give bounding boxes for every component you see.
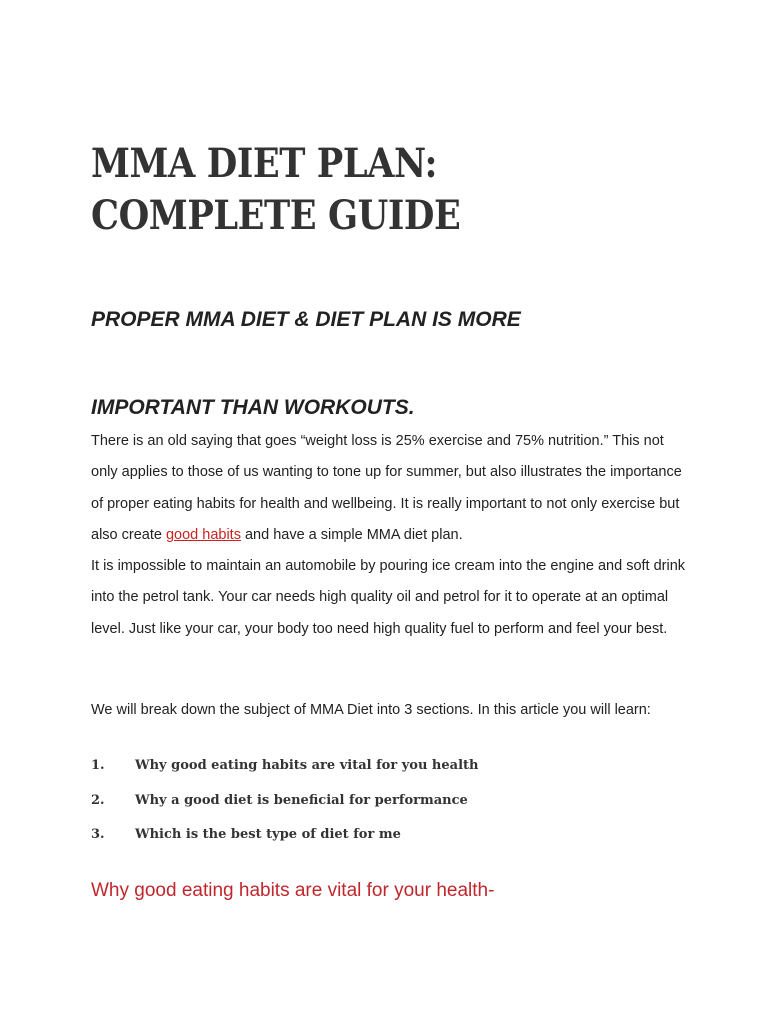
car-analogy-paragraph: It is impossible to maintain an automobile by pouring ice cream into the engine and soft drink into the petrol tank. Your car needs high quality oil and petrol for it to operate at an optimal level. Just like your car, your body too need high quality fuel to perform and feel your best. (91, 558, 686, 637)
toc-item-number: 1. (91, 758, 105, 773)
subheading-line-1: PROPER MMA DIET & DIET PLAN IS MORE (91, 308, 521, 331)
toc-item-number: 2. (91, 792, 105, 808)
toc-item (91, 824, 478, 859)
toc-item-text: Which is the best type of diet for me (135, 827, 401, 842)
toc-item-text: Why good eating habits are vital for you health (135, 758, 479, 773)
title-line-2: COMPLETE GUIDE (91, 192, 461, 239)
section-heading: Why good eating habits are vital for your health- (91, 880, 495, 901)
intro-text-after-link: and have a simple MMA diet plan. (240, 526, 463, 543)
sections-intro-paragraph: We will break down the subject of MMA Diet into 3 sections. In this article you will learn: (91, 702, 651, 718)
intro-paragraph (91, 426, 691, 551)
subheading-line-2: IMPORTANT THAN WORKOUTS. (91, 396, 415, 419)
intro-text-before-link: There is an old saying that goes “weight loss is 25% exercise and 75% nutrition.” This not only applies to those of us wanting to tone up for summer, but also illustrates the importance of proper eating habits for health and wellbeing. It is really important to not only exercise but also create (91, 433, 682, 543)
good-habits-link[interactable]: good habits (165, 526, 241, 543)
toc-item (91, 790, 478, 825)
toc-item-number: 3. (91, 827, 105, 842)
toc-item-text: Why a good diet is beneficial for performance (135, 792, 468, 808)
title-line-1: MMA DIET PLAN: (91, 140, 438, 187)
page-title (91, 138, 689, 242)
table-of-contents (91, 755, 478, 859)
toc-item (91, 755, 478, 790)
